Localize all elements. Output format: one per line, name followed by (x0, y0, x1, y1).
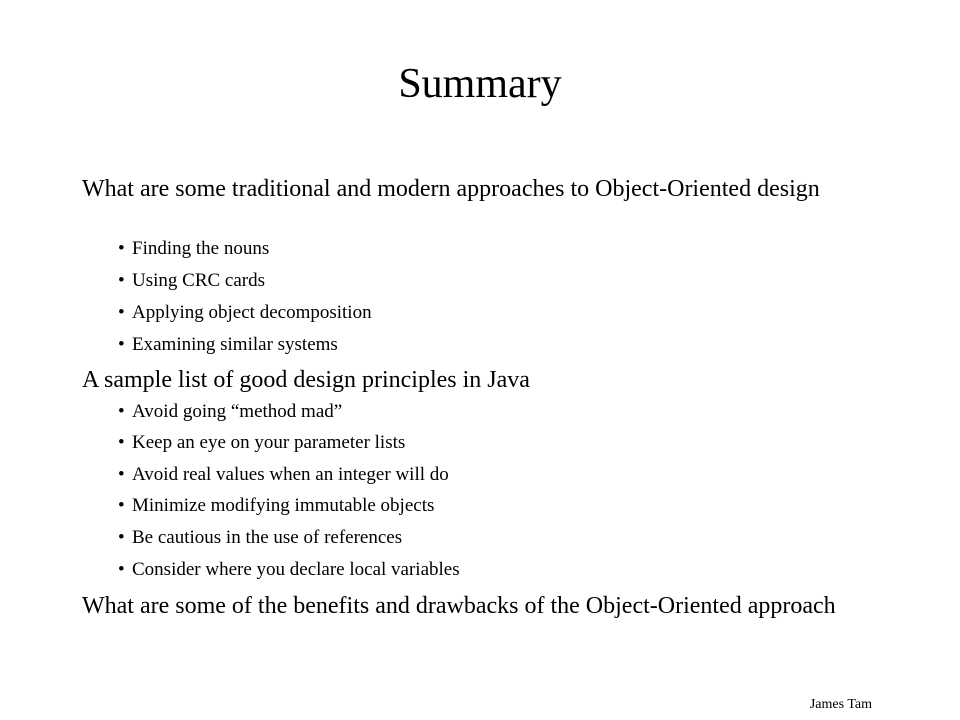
list-item (118, 238, 818, 260)
list-item (118, 527, 818, 549)
list-item (118, 559, 818, 581)
list-item-text: Avoid going “method mad” (132, 401, 343, 422)
bullet-icon: • (118, 334, 125, 355)
list-item-text: Using CRC cards (132, 270, 265, 291)
list-item-text: Avoid real values when an integer will do (132, 464, 449, 485)
list-item (118, 270, 818, 292)
list-item-text: Keep an eye on your parameter lists (132, 432, 406, 453)
list-item-text: Minimize modifying immutable objects (132, 495, 435, 516)
list-item-text: Finding the nouns (132, 238, 270, 259)
list-item (118, 495, 818, 517)
list-item-text: Consider where you declare local variables (132, 559, 460, 580)
list-item-text: Examining similar systems (132, 334, 338, 355)
list-item (118, 334, 818, 356)
list-item (118, 464, 818, 486)
bullet-icon: • (118, 238, 125, 259)
bullet-icon: • (118, 302, 125, 323)
list-item-text: Applying object decomposition (132, 302, 372, 323)
bullet-icon: • (118, 527, 125, 548)
slide-title: Summary (398, 61, 562, 107)
bullet-icon: • (118, 495, 125, 516)
section-heading-benefits-drawbacks: What are some of the benefits and drawbacks of the Object-Oriented approach (82, 593, 836, 619)
bullet-icon: • (118, 464, 125, 485)
bullet-icon: • (118, 270, 125, 291)
section-heading-design-principles: A sample list of good design principles in Java (82, 367, 530, 393)
section-heading-oo-approaches: What are some traditional and modern approaches to Object-Oriented design (82, 176, 820, 202)
footer-author: James Tam (809, 697, 872, 712)
list-item-text: Be cautious in the use of references (132, 527, 403, 548)
list-item (118, 401, 818, 423)
bullet-icon: • (118, 432, 125, 453)
list-item (118, 302, 818, 324)
bullet-icon: • (118, 401, 125, 422)
bullet-icon: • (118, 559, 125, 580)
list-item (118, 432, 818, 454)
